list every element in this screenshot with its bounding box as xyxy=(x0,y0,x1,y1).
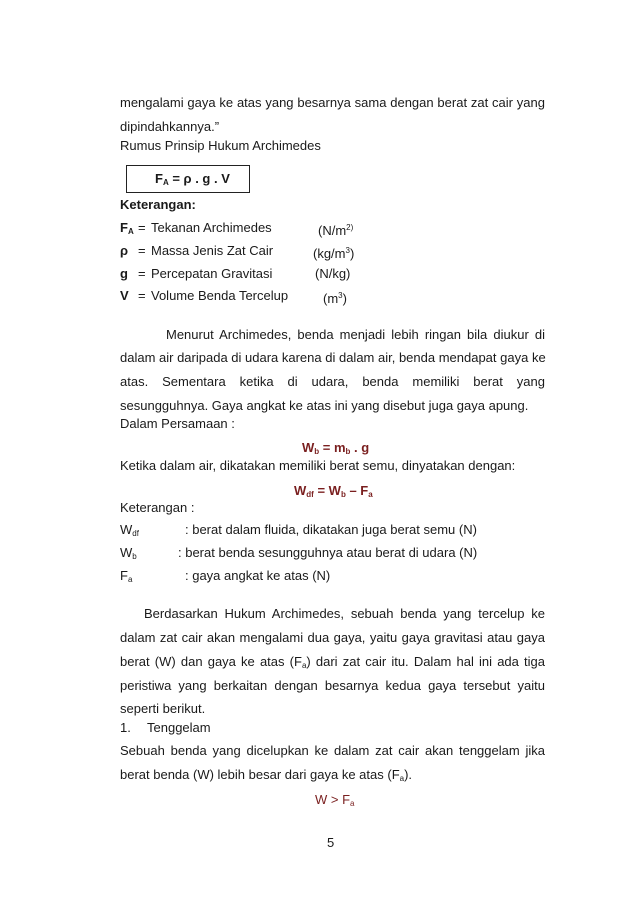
paragraph-line: mengalami gaya ke atas yang besarnya sama dengan berat zat cair yang xyxy=(120,95,545,110)
unit: $(m^3)$ xyxy=(323,291,347,306)
list-item-number: 1. xyxy=(120,720,131,735)
paragraph-line: dipindahkannya.” xyxy=(120,119,220,134)
list-item-label: Tenggelam xyxy=(147,720,211,735)
equals: = xyxy=(138,266,146,281)
paragraph-line: dalam zat cair akan mengalami dua gaya, yaitu gaya gravitasi atau gaya xyxy=(120,630,545,645)
equals: = xyxy=(138,288,146,303)
unit: ($N/m^{2)}$ xyxy=(318,223,354,238)
symbol: $F_A$ xyxy=(120,220,134,236)
paragraph-line: berat (W) dan gaya ke atas $(F_a)$ dari zat cair itu. Dalam hal ini ada tiga xyxy=(120,654,546,670)
paragraph-line: seperti berikut. xyxy=(120,701,206,716)
paragraph-line: Dalam Persamaan : xyxy=(120,416,235,431)
equation-apparent-weight: $W_{df} = W_b - F_a$ xyxy=(294,483,373,499)
paragraph-line: atas. Sementara ketika di udara, benda memiliki berat yang xyxy=(120,374,545,389)
equals: = xyxy=(138,220,146,235)
archimedes-formula: $F_A = \rho$ . g . V xyxy=(155,171,230,187)
description: Massa Jenis Zat Cair xyxy=(151,243,274,258)
equals: = xyxy=(138,243,146,258)
symbol: $F_a$ xyxy=(120,568,133,584)
description: Tekanan Archimedes xyxy=(151,220,272,235)
unit: $(kg/m^3)$ xyxy=(313,246,355,261)
paragraph-line: Menurut Archimedes, benda menjadi lebih ringan bila diukur di xyxy=(166,327,545,342)
symbol: $W_{df}$ xyxy=(120,522,139,538)
paragraph-line: Berdasarkan Hukum Archimedes, sebuah benda yang tercelup ke xyxy=(144,606,545,621)
description: : gaya angkat ke atas (N) xyxy=(185,568,331,583)
paragraph-line: berat benda (W) lebih besar dari gaya ke atas $(F_a)$. xyxy=(120,767,413,783)
paragraph-line: sesungguhnya. Gaya angkat ke atas ini yang disebut juga gaya apung. xyxy=(120,398,529,413)
description: : berat benda sesungguhnya atau berat di udara (N) xyxy=(178,545,478,560)
symbol: g xyxy=(120,266,128,281)
paragraph-line: peristiwa yang berkaitan dengan besarnya kedua gaya tersebut yaitu xyxy=(120,678,545,693)
symbol: ρ xyxy=(120,243,129,258)
unit: (N/kg) xyxy=(315,266,351,281)
paragraph-line: dalam air daripada di udara karena di dalam air, benda mendapat gaya ke xyxy=(120,350,546,365)
symbol: V xyxy=(120,288,129,303)
equation-weight: $W_b = m_b$ . g xyxy=(302,440,370,456)
page-number: 5 xyxy=(327,835,335,850)
paragraph-line: Sebuah benda yang dicelupkan ke dalam zat cair akan tenggelam jika xyxy=(120,743,545,758)
symbol: $W_b$ xyxy=(120,545,137,561)
paragraph-line: Ketika dalam air, dikatakan memiliki berat semu, dinyatakan dengan: xyxy=(120,458,516,473)
keterangan-heading: Keterangan : xyxy=(120,500,195,515)
description: Percepatan Gravitasi xyxy=(151,266,273,281)
description: : berat dalam fluida, dikatakan juga berat semu (N) xyxy=(185,522,477,537)
section-heading: Rumus Prinsip Hukum Archimedes xyxy=(120,138,321,153)
equation-sink-condition: $W > F_a$ xyxy=(315,792,355,808)
keterangan-heading: Keterangan: xyxy=(120,197,196,212)
description: Volume Benda Tercelup xyxy=(151,288,289,303)
